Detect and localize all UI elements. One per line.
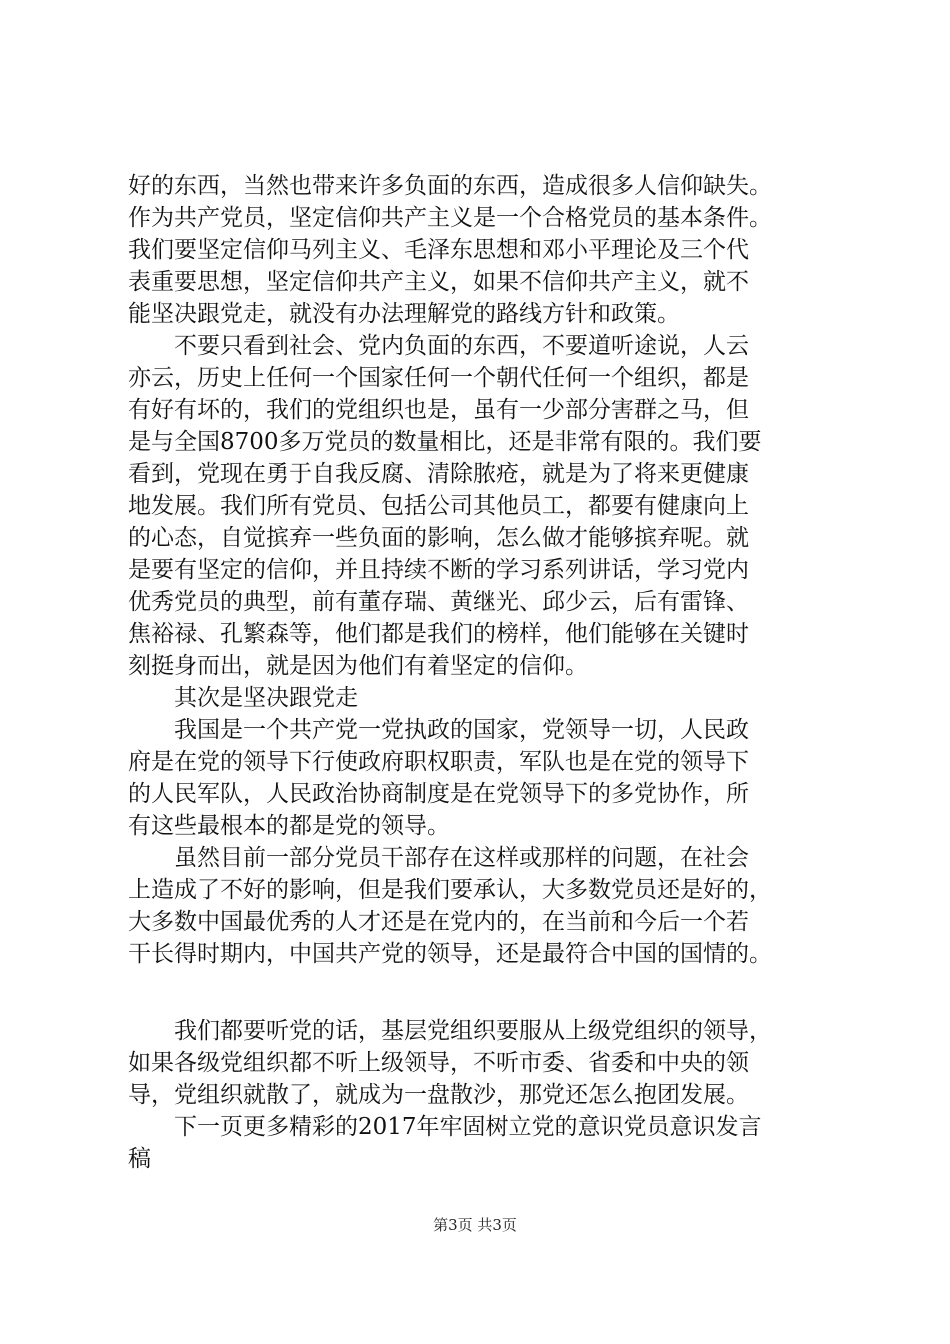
- text-line: 是与全国8700多万党员的数量相比，还是非常有限的。我们要: [128, 429, 762, 455]
- text-line: 有好有坏的，我们的党组织也是，虽有一少部分害群之马，但: [128, 397, 749, 423]
- text-line: 优秀党员的典型，前有董存瑞、黄继光、邱少云，后有雷锋、: [128, 589, 749, 615]
- text-line: 表重要思想，坚定信仰共产主义，如果不信仰共产主义，就不: [128, 269, 749, 295]
- text-line: 上造成了不好的影响，但是我们要承认，大多数党员还是好的，: [128, 877, 772, 903]
- text-line: 有这些最根本的都是党的领导。: [128, 813, 450, 839]
- text-line: 如果各级党组织都不听上级领导，不听市委、省委和中央的领: [128, 1050, 749, 1076]
- page-number-footer: 第3页 共3页: [433, 1216, 517, 1234]
- text-line: 的心态，自觉摈弃一些负面的影响，怎么做才能够摈弃呢。就: [128, 525, 749, 551]
- text-line: 我们都要听党的话，基层党组织要服从上级党组织的领导，: [128, 1018, 772, 1044]
- text-line: 我国是一个共产党一党执政的国家，党领导一切，人民政: [128, 717, 749, 743]
- next-page-link-text: 稿: [128, 1146, 151, 1172]
- text-line: 好的东西，当然也带来许多负面的东西，造成很多人信仰缺失。: [128, 173, 772, 199]
- text-line: 作为共产党员，坚定信仰共产主义是一个合格党员的基本条件。: [128, 205, 772, 231]
- text-line: 我们要坚定信仰马列主义、毛泽东思想和邓小平理论及三个代: [128, 237, 749, 263]
- text-line: 刻挺身而出，就是因为他们有着坚定的信仰。: [128, 653, 588, 679]
- text-line: 亦云，历史上任何一个国家任何一个朝代任何一个组织，都是: [128, 365, 749, 391]
- text-line: 府是在党的领导下行使政府职权职责，军队也是在党的领导下: [128, 749, 749, 775]
- text-line: 虽然目前一部分党员干部存在这样或那样的问题，在社会: [128, 845, 749, 871]
- section-heading: 其次是坚决跟党走: [128, 685, 358, 711]
- text-line: 大多数中国最优秀的人才还是在党内的，在当前和今后一个若: [128, 909, 749, 935]
- next-page-link-text: 下一页更多精彩的2017年牢固树立党的意识党员意识发言: [128, 1114, 762, 1140]
- paragraph-gap: [128, 970, 833, 1015]
- text-line: 焦裕禄、孔繁森等，他们都是我们的榜样，他们能够在关键时: [128, 621, 749, 647]
- text-line: 不要只看到社会、党内负面的东西，不要道听途说，人云: [128, 333, 749, 359]
- text-line: 是要有坚定的信仰，并且持续不断的学习系列讲话，学习党内: [128, 557, 749, 583]
- text-line: 的人民军队，人民政治协商制度是在党领导下的多党协作，所: [128, 781, 749, 807]
- document-body: [128, 170, 833, 1175]
- text-line: 干长得时期内，中国共产党的领导，还是最符合中国的国情的。: [128, 941, 772, 967]
- text-line: 看到，党现在勇于自我反腐、清除脓疮，就是为了将来更健康: [128, 461, 749, 487]
- text-line: 地发展。我们所有党员、包括公司其他员工，都要有健康向上: [128, 493, 749, 519]
- text-line: 能坚决跟党走，就没有办法理解党的路线方针和政策。: [128, 301, 680, 327]
- text-line: 导，党组织就散了，就成为一盘散沙，那党还怎么抱团发展。: [128, 1082, 749, 1108]
